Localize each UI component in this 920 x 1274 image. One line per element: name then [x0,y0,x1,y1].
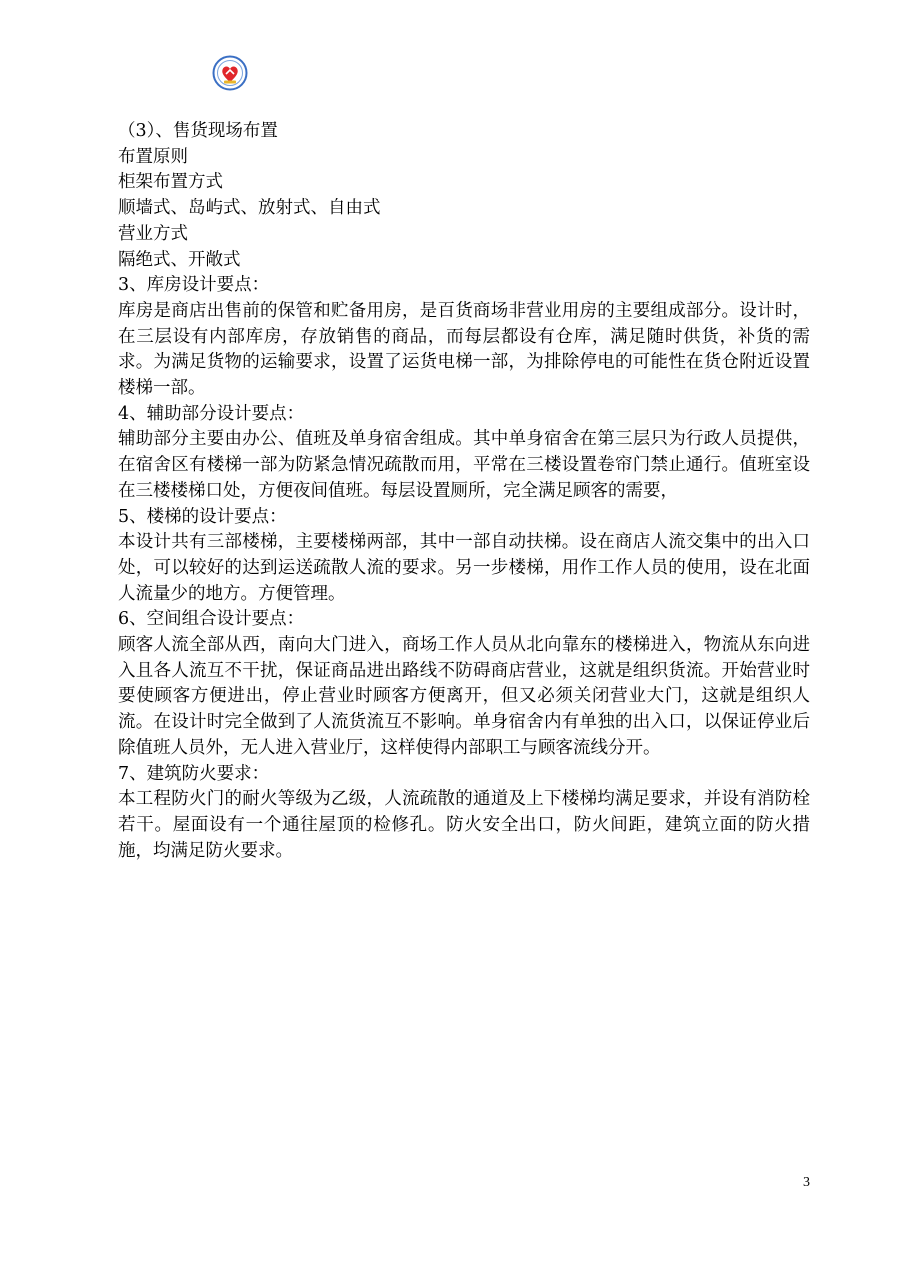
text-line: 顺墙式、岛屿式、放射式、自由式 [118,198,381,219]
text-line: 营业方式 [118,223,188,244]
page-number: 3 [803,1175,810,1190]
section-heading: 7、建筑防火要求： [118,763,270,784]
text-line: 柜架布置方式 [118,172,223,193]
section-heading: （3）、售货现场布置 [118,121,278,141]
school-emblem-icon [212,55,248,91]
paragraph: 本工程防火门的耐火等级为乙级，人流疏散的通道及上下楼梯均满足要求，并设有消防栓若干。屋面设有一个通往屋顶的检修孔。防火安全出口，防火间距，建筑立面的防火措施，均满足防火要求。 [118,789,810,861]
paragraph: 本设计共有三部楼梯，主要楼梯两部，其中一部自动扶梯。设在商店人流交集中的出入口处，可以较好的达到运送疏散人流的要求。另一步楼梯，用作工作人员的使用，设在北面人流量少的地方。方便管理。 [118,532,810,604]
section-heading: 3、库房设计要点： [118,275,270,296]
text-line: 布置原则 [118,146,188,167]
paragraph: 辅助部分主要由办公、值班及单身宿舍组成。其中单身宿舍在第三层只为行政人员提供，在宿舍区有楼梯一部为防紧急情况疏散而用，平常在三楼设置卷帘门禁止通行。值班室设在三楼楼梯口处，方便夜间值班。每层设置厕所，完全满足顾客的需要， [118,429,810,501]
text-line: 隔绝式、开敞式 [118,249,241,270]
paragraph: 顾客人流全部从西，南向大门进入，商场工作人员从北向靠东的楼梯进入，物流从东向进入且各人流互不干扰，保证商品进出路线不防碍商店营业，这就是组织货流。开始营业时要使顾客方便进出，停止营业时顾客方便离开，但又必须关闭营业大门，这就是组织人流。在设计时完全做到了人流货流互不影响。单身宿舍内有单独的出入口，以保证停业后除值班人员外，无人进入营业厅，这样使得内部职工与顾客流线分开。 [118,635,810,758]
section-heading: 4、辅助部分设计要点： [118,403,305,424]
document-body [118,119,810,864]
section-heading: 5、楼梯的设计要点： [118,506,287,527]
paragraph: 库房是商店出售前的保管和贮备用房，是百货商场非营业用房的主要组成部分。设计时，在三层设有内部库房，存放销售的商品，而每层都设有仓库，满足随时供货，补货的需求。为满足货物的运输要求，设置了运货电梯一部，为排除停电的可能性在货仓附近设置楼梯一部。 [118,300,810,399]
section-heading: 6、空间组合设计要点： [118,609,305,630]
